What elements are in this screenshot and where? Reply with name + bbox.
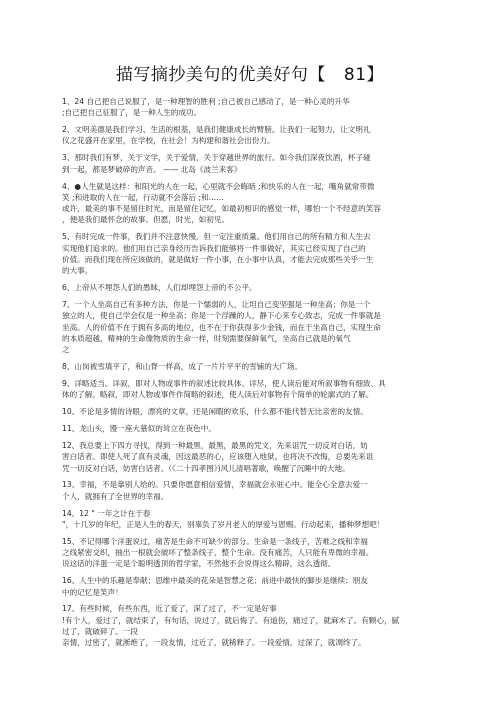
sentence-line: 过了，就破碎了。一段 bbox=[62, 627, 138, 637]
sentence-item bbox=[62, 152, 462, 175]
sentence-line: 说这话的洋蛋一定是个聪明透顶的哲学家，不然他不会说得这么精辟，这么透彻。 bbox=[62, 559, 336, 569]
sentence-line: 5、有时完成一件事，我们并不注意快慢，但一定注重质量。他们用自己的所有精力和人生去 bbox=[62, 232, 371, 242]
sentence-item bbox=[62, 181, 462, 226]
sentence-item bbox=[62, 440, 462, 474]
sentence-line: 之 bbox=[62, 345, 70, 355]
sentence-line: 16、人生中的乐趣是奉献；思维中最美的花朵是智慧之花；前进中最快的脚步是继续；朋友 bbox=[62, 576, 368, 586]
sentence-item bbox=[62, 124, 462, 147]
sentence-line: 的本质超越，精神的生命像物质的生命一样，时刻需要保鲜氧气，坐高自己就是的氧气 bbox=[62, 333, 351, 343]
sentence-line: ;自己把自己征服了，是一种人生的成功。 bbox=[62, 108, 202, 118]
sentence-item bbox=[62, 231, 462, 276]
sentence-item bbox=[62, 378, 462, 401]
sentence-line: 11、龙山头，馒一座大墓似的耸立在夜色中。 bbox=[62, 424, 216, 434]
sentence-line: 3、那时我们有梦，关于文学，关于爱情，关于穿越世界的旅行。如今我们深夜饮酒，杯子碰 bbox=[62, 153, 371, 163]
sentence-line: 仪之花盛开在家里，在学校，在社会！为构建和谐社会出份力。 bbox=[62, 136, 275, 146]
sentence-item bbox=[62, 536, 462, 570]
sentence-line: 8、山岗被雪填平了，和山脊一样高，成了一片片平平的雪铺的大广场。 bbox=[62, 362, 303, 372]
sentence-line: 17、有些时候，有些东西，近了爱了，深了过了，不一定是好事 bbox=[62, 604, 277, 614]
sentence-item bbox=[62, 423, 462, 434]
sentence-item bbox=[62, 361, 462, 372]
sentence-line: 个人，就拥有了全世界的幸福。 bbox=[62, 491, 169, 501]
sentence-line: 坐高。人的价值不在于拥有多高的地位，也不在于你获得多少金钱，而在于坐高自己，实现生命 bbox=[62, 322, 381, 332]
sentence-line: 害白话者。即使人死了真有灵魂，因这最恶的心，应该堕入地狱，也将决不改悔，总要先来诅 bbox=[62, 452, 374, 462]
sentence-line: 10、不论是多情的诗眼，漂亮的文章，还是闲暇的欢乐，什么都不能代替无比亲密的友情。 bbox=[62, 407, 368, 417]
sentence-line: 之线紧密交织，抽出一根就会破坏了整条线子，整个生命。没有痛苦，人只能有卑微的幸福。 bbox=[62, 548, 374, 558]
sentence-line: 独立的人，使自己学会仅是一种坐高；你是一个浮躁的人，静下心来专心致志，完成一件事就是 bbox=[62, 311, 381, 321]
sentence-item bbox=[62, 406, 462, 417]
sentence-item bbox=[62, 479, 462, 502]
sentence-list bbox=[62, 96, 462, 654]
sentence-line: 6、上帝从不埋怨人们的愚昧，人们却埋怨上帝的不公平。 bbox=[62, 283, 257, 293]
sentence-item bbox=[62, 603, 462, 648]
title-number: 81】 bbox=[343, 65, 385, 85]
sentence-line: ，便是我们最怀念的故事。但愿，时光，如初见。 bbox=[62, 215, 230, 225]
sentence-item bbox=[62, 282, 462, 293]
sentence-line: 的大事。 bbox=[62, 266, 93, 276]
sentence-line: 1、24 自己把自己说服了，是一种理智的胜利 ;自己被自己感动了，是一种心灵的升华 bbox=[62, 97, 350, 106]
sentence-line: 实现他们追求的。他们用自己亲身经历告诉我们能够将一件事做好，其实已经实现了自己的 bbox=[62, 243, 366, 253]
sentence-line: 13、幸福，不是靠别人给的。只要你愿意相信爱情，幸福就会永驻心中。能全心全意去爱一 bbox=[62, 480, 368, 490]
sentence-line: 咒一切反对白话，妨害白话者。（《二十四孝图》)风儿清唱著歌，唤醒了沉睡中的大地。 bbox=[62, 463, 350, 473]
sentence-line: 笑 ;和进取的人在一起，行动就不会落后 ;和…… bbox=[62, 192, 224, 202]
sentence-line: 4、●人生就是这样：和阳光的人在一起，心里就不会晦暗 ;和快乐的人在一起，嘴角就常带微 bbox=[62, 181, 375, 191]
sentence-line: 15、不记得哪个洋蛋说过，痛苦是生命不可缺少的部分。生命是一条线子，苦难之线和幸福 bbox=[62, 536, 368, 546]
sentence-line: 12、我总要上下四方寻找，得到一种最黑，最黑，最黑的咒文，先来诅咒一切反对白话，妨 bbox=[62, 440, 368, 450]
page-title bbox=[0, 60, 500, 85]
sentence-line: 9、详略适当。详叙，即对人物或事件的叙述比较具体、详尽，使人读后能对所叙事物有细致、具 bbox=[62, 378, 386, 388]
sentence-line: !有个人，爱过了，就结束了，有句话，说过了，就后悔了。有道伤，痛过了，就麻木了。有颗心，腻 bbox=[62, 615, 400, 625]
sentence-item bbox=[62, 299, 462, 355]
sentence-line: "，十几岁的年纪，正是人生的春天，别辜负了岁月老人的厚爱与恩赐。行动起来，播种梦想吧！ bbox=[62, 519, 385, 529]
sentence-line: 体的了解。略叙，即对人物或事件作简略的叙述，使人读后对事物有个简单的轮廓式的了解。 bbox=[62, 390, 374, 400]
sentence-line: 2、文明美德是我们学习、生活的根基，是我们健康成长的臂膀。让我们一起努力，让文明礼 bbox=[62, 125, 371, 135]
sentence-line: 价值。而我们现在所应该做的，就是做好一件小事，在小事中认真，才能去完成那些关乎一生 bbox=[62, 254, 374, 264]
sentence-item bbox=[62, 96, 462, 119]
sentence-line: 亲情，过密了，就淅绝了，一段友情，过近了，就稀释了。一段爱情，过深了，就凋终了。 bbox=[62, 638, 366, 648]
sentence-line: 7、一个人坐高自己有多种方法，你是一个懦弱的人，让坦自己变坚强是一种坐高；你是一个 bbox=[62, 300, 371, 310]
title-text: 描写摘抄美句的优美好句【 bbox=[115, 65, 326, 85]
sentence-item bbox=[62, 575, 462, 598]
sentence-line: 到一起，都是梦破碎的声音。 —— 北岛《波兰来客》 bbox=[62, 164, 242, 174]
sentence-item bbox=[62, 508, 462, 531]
sentence-line: 中的记忆是笑声！ bbox=[62, 587, 123, 597]
sentence-line: 或许，最美的事不是留住时光，而是留住记忆，如最初相识的感觉一样，哪怕一个不经意的笑容 bbox=[62, 204, 381, 214]
sentence-line: 14、12 " 一年之计在于春 bbox=[62, 508, 151, 518]
